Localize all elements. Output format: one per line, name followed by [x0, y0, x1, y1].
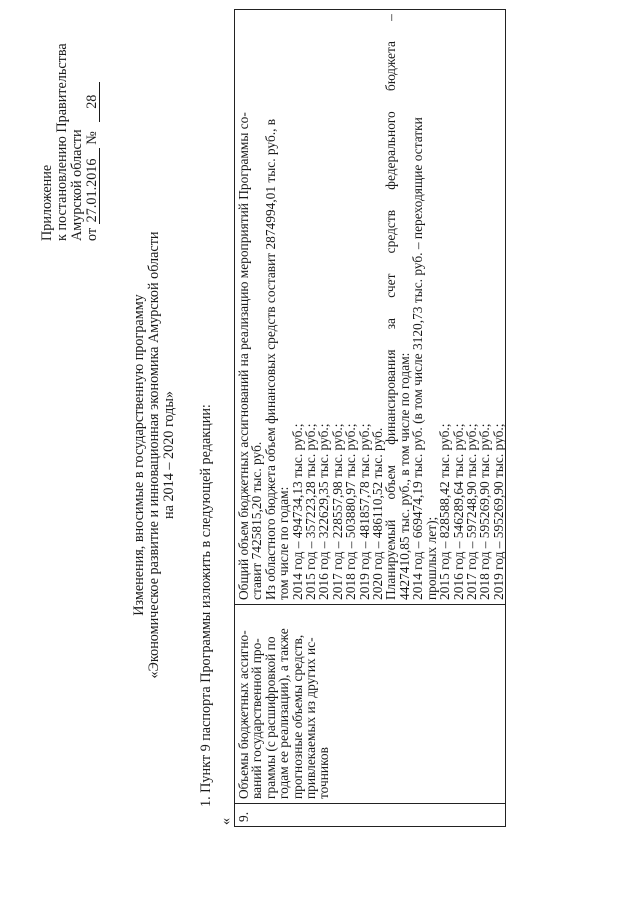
row-number: 9.: [235, 804, 506, 827]
heading-line-1: Изменения, вносимые в государственную программу: [131, 294, 147, 616]
approval-line-1: к постановлению Правительства: [54, 43, 71, 241]
regional-year-line: 2017 год – 228557,98 тыс. руб.;: [329, 423, 345, 600]
number-sign: №: [84, 131, 101, 145]
federal-word: федерального: [383, 111, 399, 190]
label-line: годам ее реализации), а также: [276, 628, 292, 799]
row-label-cell: [235, 605, 506, 804]
regional-line-2: том числе по годам:: [276, 486, 292, 600]
label-line: ваний государственной про-: [249, 638, 265, 799]
approval-block: [40, 11, 100, 241]
federal-word: Планируемый: [383, 519, 399, 600]
federal-word: за: [383, 318, 399, 330]
instruction-text: 1. Пункт 9 паспорта Программы изложить в следующей редакции:: [198, 404, 214, 807]
total-line-1: Общий объем бюджетных ассигнований на реализацию мероприятий Программы со-: [236, 112, 251, 600]
label-line: прогнозные объемы средств,: [289, 634, 305, 799]
regional-year-line: 2020 год – 486110,52 тыс. руб.: [370, 427, 386, 600]
federal-year-line: 2016 год – 546289,64 тыс. руб.;: [450, 423, 466, 600]
label-line: точников: [316, 747, 332, 799]
label-line: Объемы бюджетных ассигно-: [236, 630, 251, 799]
federal-year-line: 2019 год – 595269,90 тыс. руб.;: [490, 423, 506, 600]
approval-number: 28: [85, 82, 100, 122]
regional-line-1: Из областного бюджета объем финансовых средств составит 2874994,01 тыс. руб., в: [262, 118, 278, 600]
heading-line-3: на 2014 – 2020 годы»: [161, 391, 178, 519]
document-heading: [132, 205, 177, 705]
federal-word: бюджета: [383, 41, 399, 91]
federal-line-4: прошлых лет);: [423, 516, 439, 600]
federal-line-2: 4427410,85 тыс. руб., в том числе по годам:: [396, 352, 412, 600]
label-line: граммы (с расшифровкой по: [262, 636, 278, 799]
regional-year-line: 2018 год – 503880,97 тыс. руб.;: [343, 423, 359, 600]
label-line: привлекаемых из других ис-: [303, 637, 319, 799]
federal-word: финансирования: [383, 349, 399, 445]
heading-line-2: «Экономическое развитие и инновационная экономика Амурской области: [146, 231, 163, 679]
regional-year-line: 2016 год – 322629,35 тыс. руб.;: [316, 423, 332, 600]
regional-year-line: 2015 год – 357223,28 тыс. руб.;: [303, 423, 319, 600]
federal-year-line: 2015 год – 828588,42 тыс. руб.;: [437, 423, 453, 600]
federal-year-line: 2018 год – 595269,90 тыс. руб.;: [477, 423, 493, 600]
federal-year-line: 2017 год – 597248,90 тыс. руб.;: [463, 423, 479, 600]
approval-line-2: Амурской области: [69, 129, 86, 241]
regional-year-line: 2014 год – 494734,13 тыс. руб.;: [289, 423, 305, 600]
opening-quote: «: [218, 817, 234, 825]
row-content-cell: [235, 10, 506, 605]
federal-word: –: [383, 14, 399, 21]
approval-title: Приложение: [39, 164, 55, 241]
approval-date: 27.01.2016: [85, 148, 100, 224]
date-prefix: от: [84, 227, 101, 241]
table-row: [235, 10, 506, 827]
federal-word: объем: [383, 464, 399, 500]
federal-word: счет: [383, 273, 399, 298]
regional-year-line: 2019 год – 481857,78 тыс. руб.;: [356, 423, 372, 600]
federal-word: средств: [383, 209, 399, 254]
federal-line-3: 2014 год – 669474,19 тыс. руб. (в том числе 3120,73 тыс. руб. – переходящие остатки: [410, 117, 426, 600]
passport-table: [234, 9, 506, 827]
approval-date-line: [85, 11, 100, 241]
total-line-2: ставит 7425815,20 тыс. руб.: [249, 441, 265, 600]
federal-line-1: [384, 14, 397, 600]
